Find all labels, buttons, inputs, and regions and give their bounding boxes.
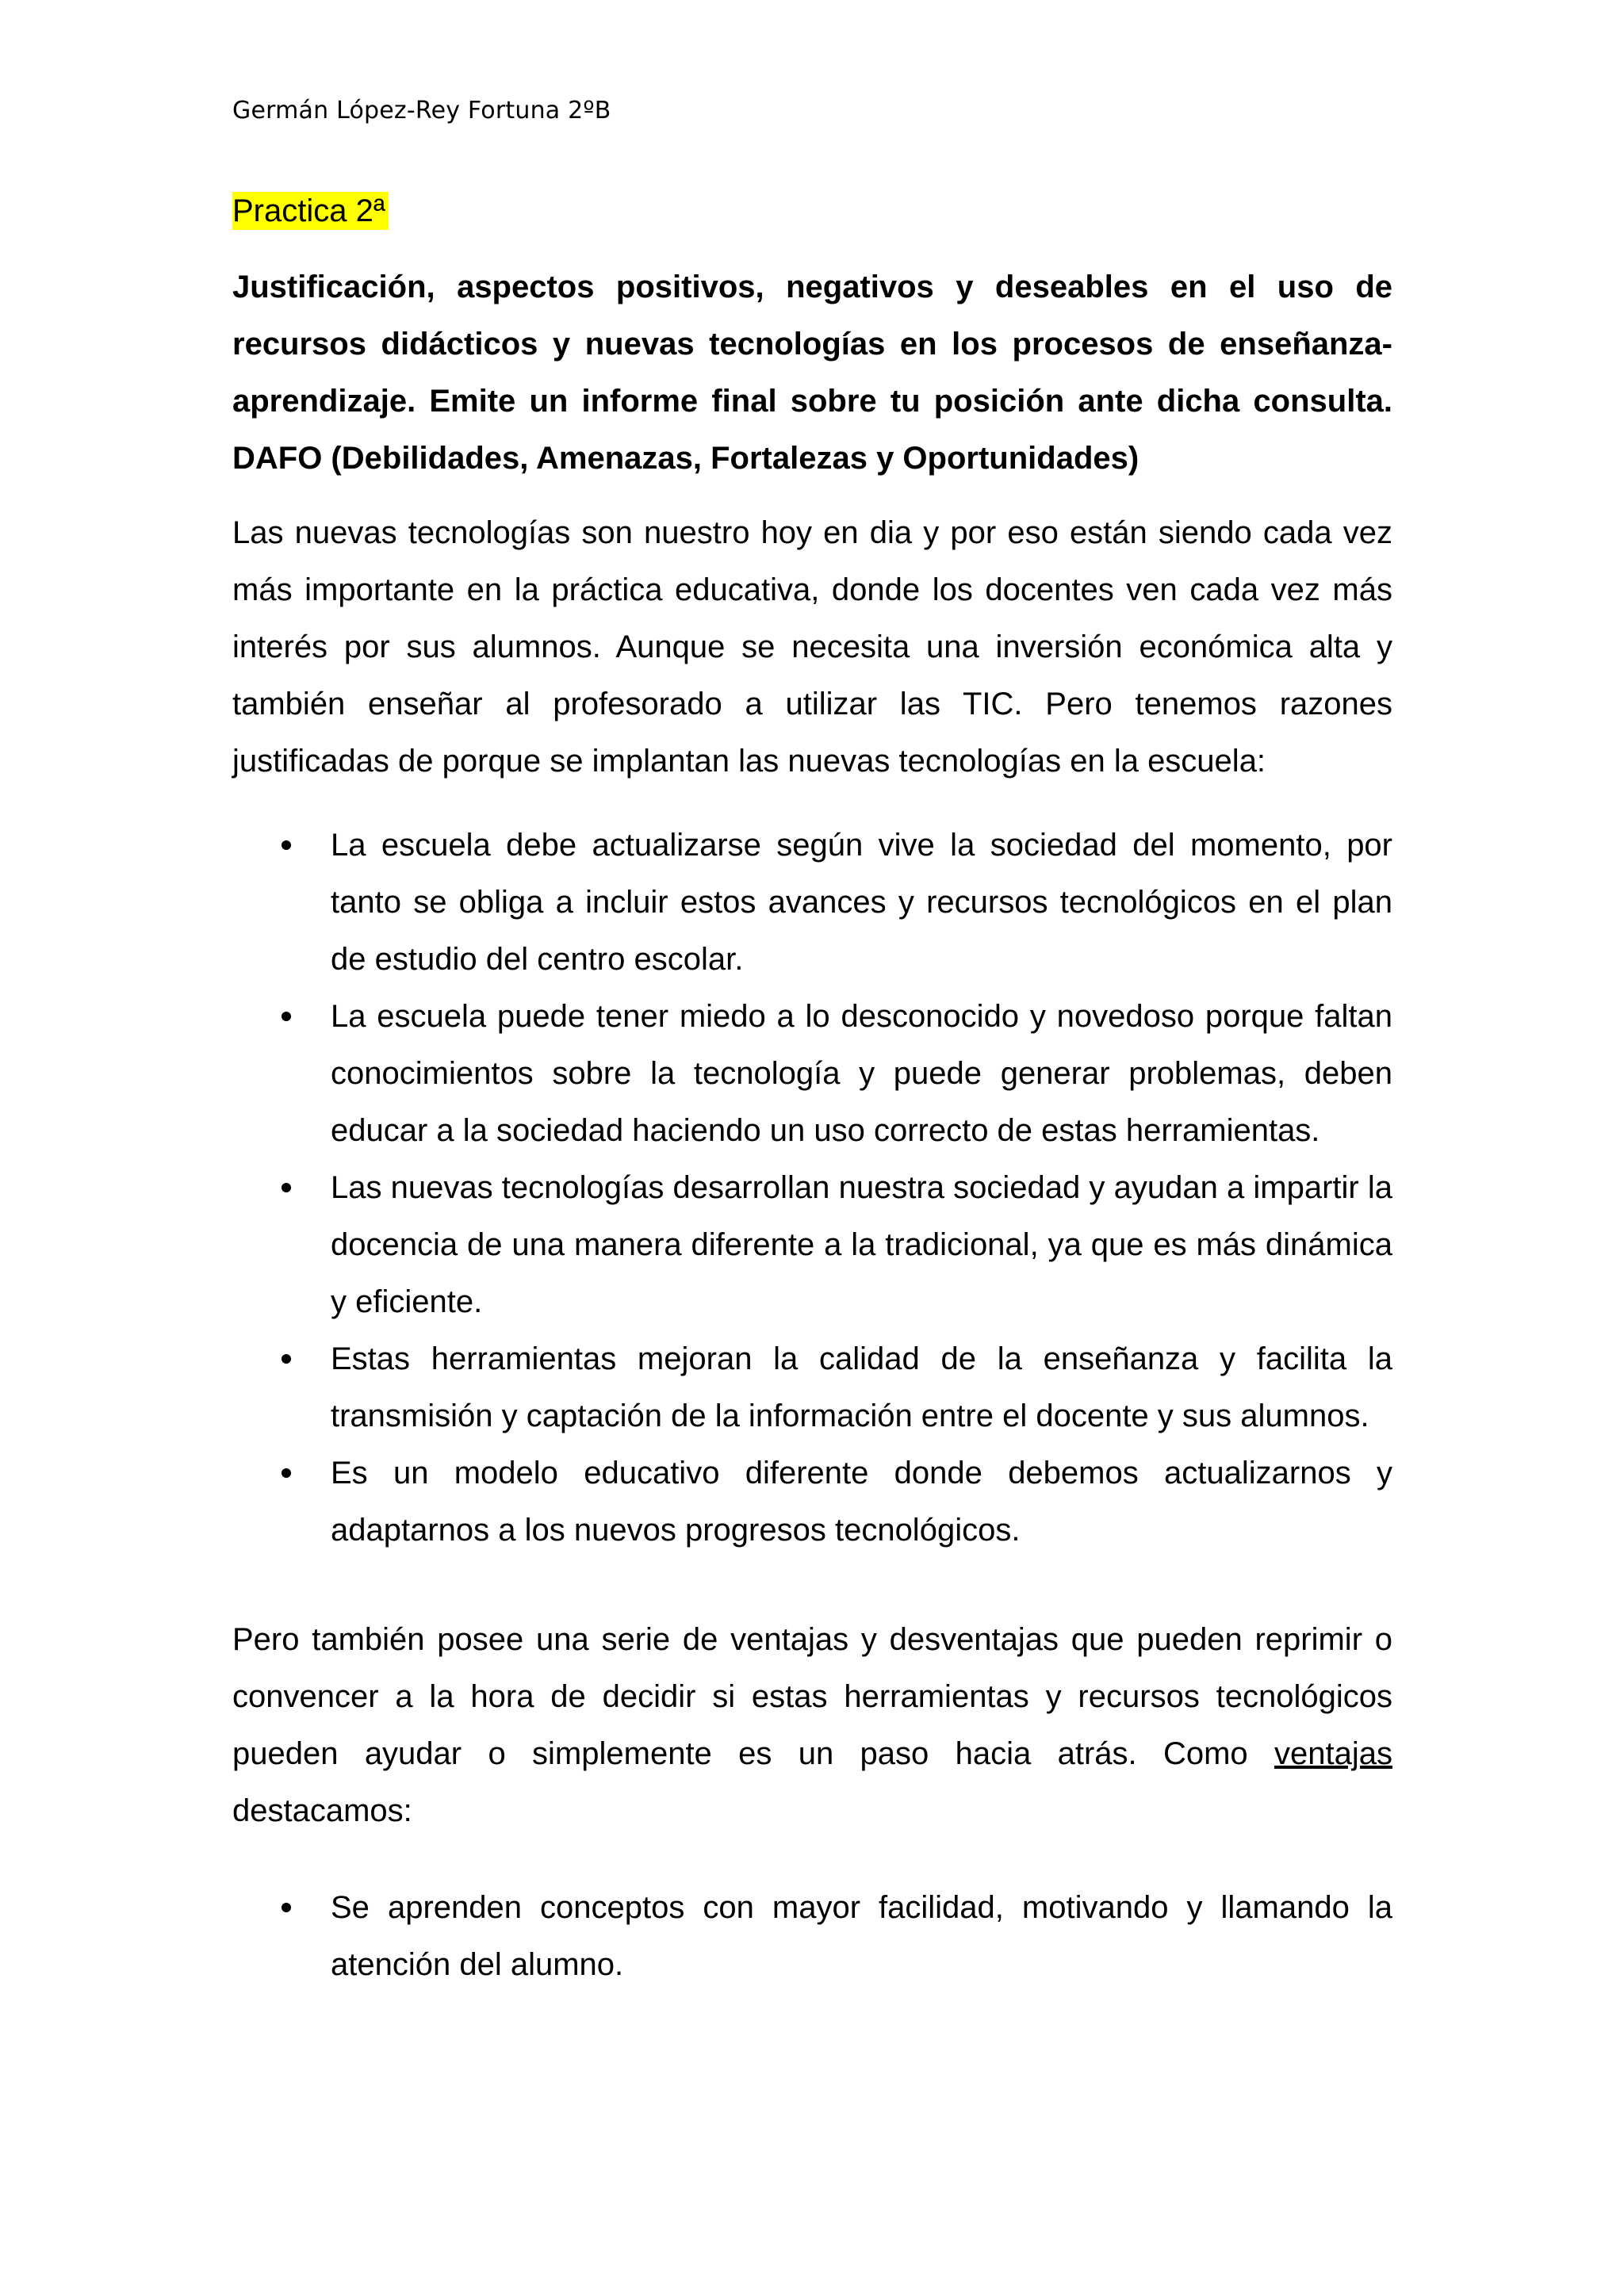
intro-paragraph: Las nuevas tecnologías son nuestro hoy en dia y por eso están siendo cada vez más importante en la práctica educativa, donde los docentes ven cada vez más interés por sus alumnos. Aunque se necesita una inversión económica alta y también enseñar al profesorado a utilizar las TIC. Pero tenemos razones justificadas de porque se implantan las nuevas tecnologías en la escuela: [232, 515, 1392, 779]
reasons-list [232, 817, 1392, 1559]
bullet-icon [282, 1012, 291, 1021]
advantages-intro-text: Pero también posee una serie de ventajas y desventajas que pueden reprimir o convencer a la hora de decidir si estas herramientas y recursos tecnológicos pueden ayudar o simplemente es un paso hacia atrás. Como [232, 1622, 1392, 1771]
list-item [232, 1330, 1392, 1445]
advantages-list [232, 1879, 1392, 1993]
ventajas-underlined: ventajas [1274, 1736, 1392, 1771]
document-title: Justificación, aspectos positivos, negativos y deseables en el uso de recursos didácticos y nuevas tecnologías en los procesos de enseñanza-aprendizaje. Emite un informe final sobre tu posición ante dicha consulta. DAFO (Debilidades, Amenazas, Fortalezas y Oportunidades) [232, 270, 1392, 476]
advantages-intro-tail: destacamos: [232, 1793, 412, 1828]
author-header: Germán López-Rey Fortuna 2ºB [232, 97, 611, 124]
list-item [232, 1879, 1392, 1993]
bullet-icon [282, 840, 291, 850]
list-item [232, 1445, 1392, 1559]
list-item-text: La escuela puede tener miedo a lo desconocido y novedoso porque faltan conocimientos sobre la tecnología y puede generar problemas, deben educar a la sociedad haciendo un uso correcto de estas herramientas. [331, 999, 1392, 1148]
list-item-text: Estas herramientas mejoran la calidad de la enseñanza y facilita la transmisión y captación de la información entre el docente y sus alumnos. [331, 1341, 1392, 1433]
document-body [232, 187, 1392, 1993]
list-item [232, 817, 1392, 988]
bullet-icon [282, 1468, 291, 1478]
list-item-text: Se aprenden conceptos con mayor facilidad, motivando y llamando la atención del alumno. [331, 1890, 1392, 1982]
list-item [232, 988, 1392, 1159]
list-item-text: Es un modelo educativo diferente donde debemos actualizarnos y adaptarnos a los nuevos progresos tecnológicos. [331, 1456, 1392, 1548]
bullet-icon [282, 1354, 291, 1364]
list-item-text: La escuela debe actualizarse según vive la sociedad del momento, por tanto se obliga a incluir estos avances y recursos tecnológicos en el plan de estudio del centro escolar. [331, 828, 1392, 977]
list-item [232, 1159, 1392, 1330]
practice-label [232, 187, 1392, 235]
bullet-icon [282, 1183, 291, 1192]
list-item-text: Las nuevas tecnologías desarrollan nuestra sociedad y ayudan a impartir la docencia de una manera diferente a la tradicional, ya que es más dinámica y eficiente. [331, 1170, 1392, 1319]
advantages-intro-paragraph [232, 1611, 1392, 1839]
practice-label-highlight: Practica 2ª [232, 192, 389, 230]
bullet-icon [282, 1903, 291, 1912]
